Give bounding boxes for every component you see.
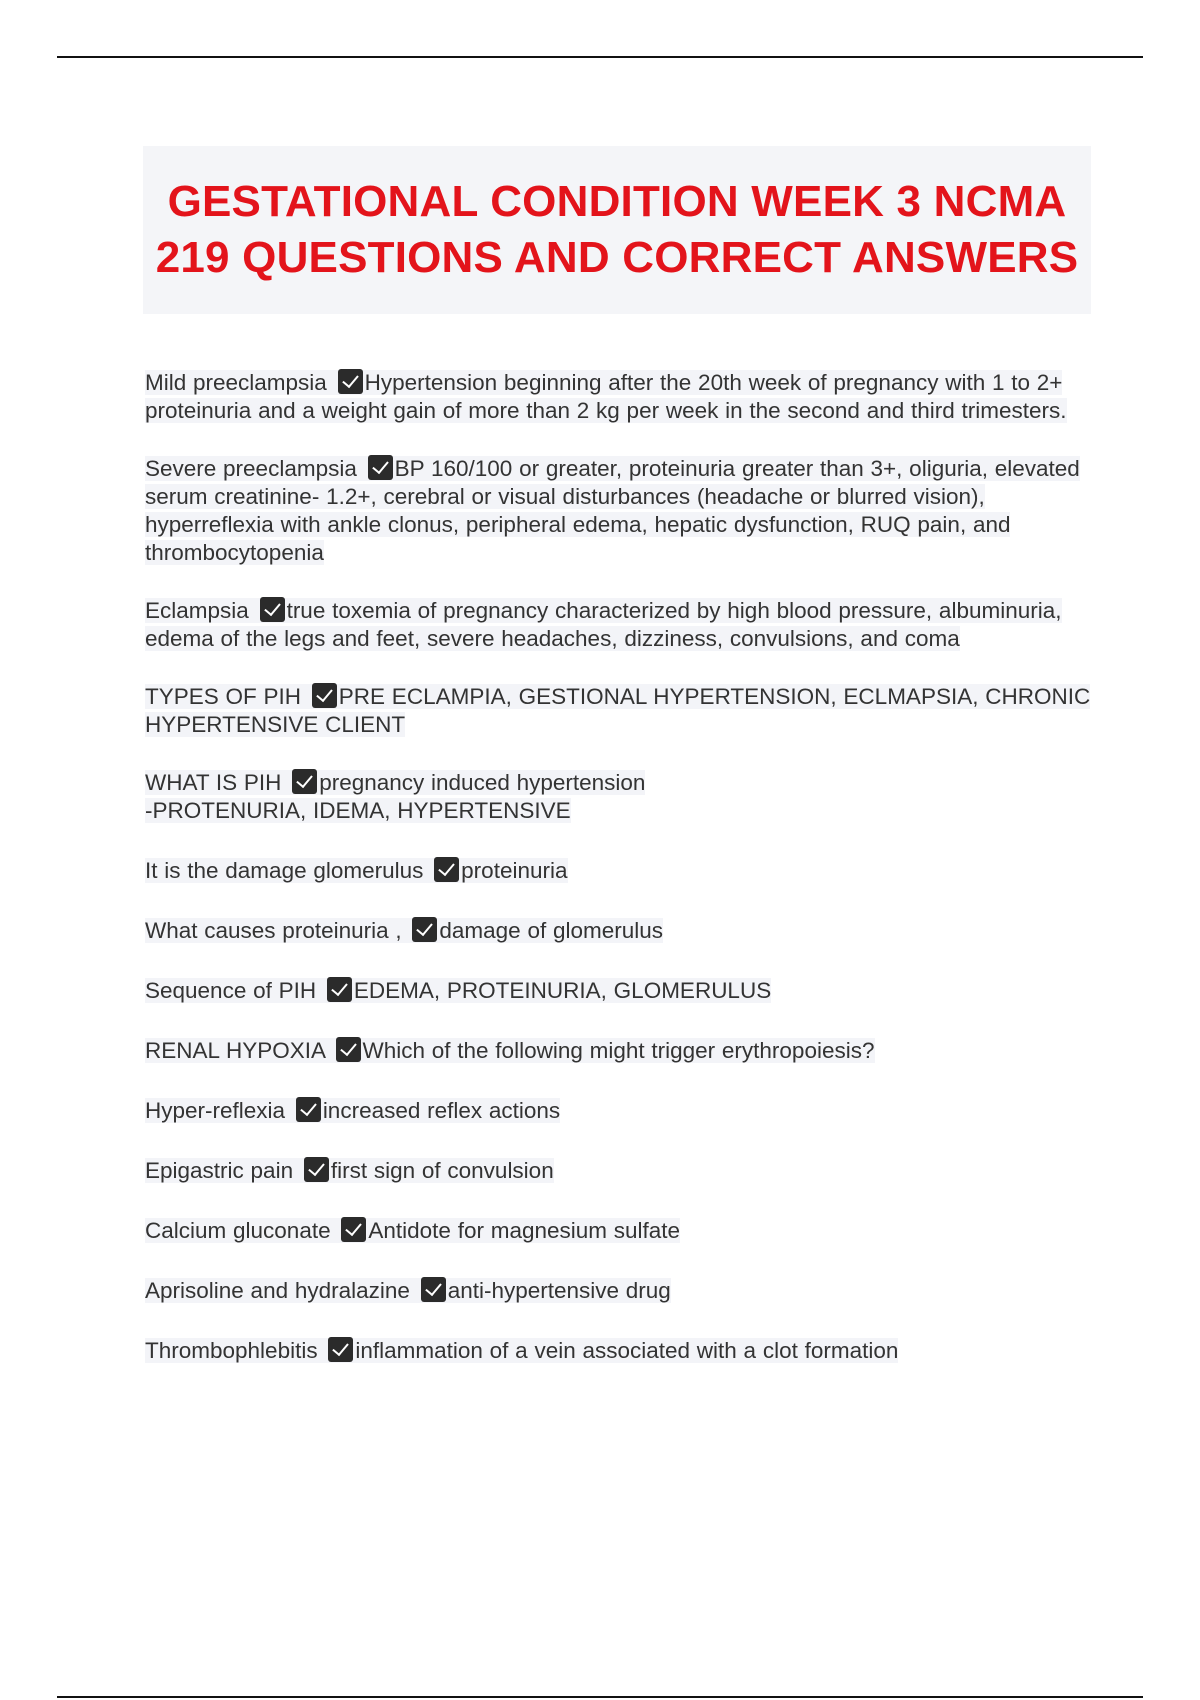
qa-item — [145, 977, 1095, 1005]
checkbox-checked-icon — [421, 1277, 446, 1302]
document-title: GESTATIONAL CONDITION WEEK 3 NCMA 219 QUESTIONS AND CORRECT ANSWERS — [155, 177, 1079, 282]
qa-item — [145, 1157, 1095, 1185]
qa-term: WHAT IS PIH — [145, 770, 282, 795]
qa-answer: damage of glomerulus — [439, 918, 664, 943]
qa-term: Hyper-reflexia — [145, 1098, 286, 1123]
top-rule — [57, 56, 1143, 58]
qa-list — [145, 369, 1095, 1365]
qa-answer: anti-hypertensive drug — [447, 1278, 671, 1303]
qa-term: Eclampsia — [145, 598, 249, 623]
qa-answer: Hypertension beginning after the 20th week of pregnancy with 1 to 2+ proteinuria and a weight gain of more than 2 kg per week in the second and third trimesters. — [145, 370, 1067, 423]
qa-term: Aprisoline and hydralazine — [145, 1278, 410, 1303]
qa-term: RENAL HYPOXIA — [145, 1038, 325, 1063]
qa-term: Thrombophlebitis — [145, 1338, 318, 1363]
qa-term: Sequence of PIH — [145, 978, 317, 1003]
checkbox-checked-icon — [338, 369, 363, 394]
qa-term: Mild preeclampsia — [145, 370, 327, 395]
checkbox-checked-icon — [434, 857, 459, 882]
qa-item — [145, 369, 1095, 425]
qa-item — [145, 455, 1095, 567]
qa-item — [145, 683, 1095, 739]
qa-item — [145, 1277, 1095, 1305]
qa-answer: increased reflex actions — [322, 1098, 561, 1123]
title-banner — [143, 146, 1091, 314]
qa-answer: first sign of convulsion — [330, 1158, 554, 1183]
qa-answer: BP 160/100 or greater, proteinuria greater than 3+, oliguria, elevated serum creatinine- 1.2+, cerebral or visual disturbances (headache or blurred vision), hyperreflexia with ankle clonus, peripheral edema, hepatic dysfunction, RUQ pain, and thrombocytopenia — [145, 456, 1080, 565]
qa-item — [145, 769, 1095, 825]
qa-answer: pregnancy induced hypertension -PROTENURIA, IDEMA, HYPERTENSIVE — [145, 770, 646, 823]
qa-term: It is the damage glomerulus — [145, 858, 424, 883]
checkbox-checked-icon — [327, 977, 352, 1002]
qa-item — [145, 1097, 1095, 1125]
qa-answer: EDEMA, PROTEINURIA, GLOMERULUS — [353, 978, 772, 1003]
qa-item — [145, 1217, 1095, 1245]
qa-item — [145, 597, 1095, 653]
qa-item — [145, 1337, 1095, 1365]
checkbox-checked-icon — [292, 769, 317, 794]
qa-term: TYPES OF PIH — [145, 684, 302, 709]
qa-answer: proteinuria — [461, 858, 568, 883]
qa-item — [145, 917, 1095, 945]
qa-answer: Which of the following might trigger erythropoiesis? — [362, 1038, 875, 1063]
qa-term: Severe preeclampsia — [145, 456, 357, 481]
qa-term: What causes proteinuria , — [145, 918, 402, 943]
qa-answer: PRE ECLAMPIA, GESTIONAL HYPERTENSION, ECLMAPSIA, CHRONIC HYPERTENSIVE CLIENT — [145, 684, 1091, 737]
qa-answer: true toxemia of pregnancy characterized by high blood pressure, albuminuria, edema of the legs and feet, severe headaches, dizziness, convulsions, and coma — [145, 598, 1062, 651]
qa-term: Epigastric pain — [145, 1158, 294, 1183]
checkbox-checked-icon — [328, 1337, 353, 1362]
qa-answer: inflammation of a vein associated with a clot formation — [355, 1338, 899, 1363]
checkbox-checked-icon — [412, 917, 437, 942]
qa-item — [145, 1037, 1095, 1065]
checkbox-checked-icon — [341, 1217, 366, 1242]
qa-answer: Antidote for magnesium sulfate — [368, 1218, 681, 1243]
bottom-rule — [57, 1696, 1143, 1698]
checkbox-checked-icon — [368, 455, 393, 480]
checkbox-checked-icon — [304, 1157, 329, 1182]
checkbox-checked-icon — [296, 1097, 321, 1122]
qa-item — [145, 857, 1095, 885]
qa-term: Calcium gluconate — [145, 1218, 331, 1243]
checkbox-checked-icon — [336, 1037, 361, 1062]
checkbox-checked-icon — [312, 683, 337, 708]
checkbox-checked-icon — [260, 597, 285, 622]
